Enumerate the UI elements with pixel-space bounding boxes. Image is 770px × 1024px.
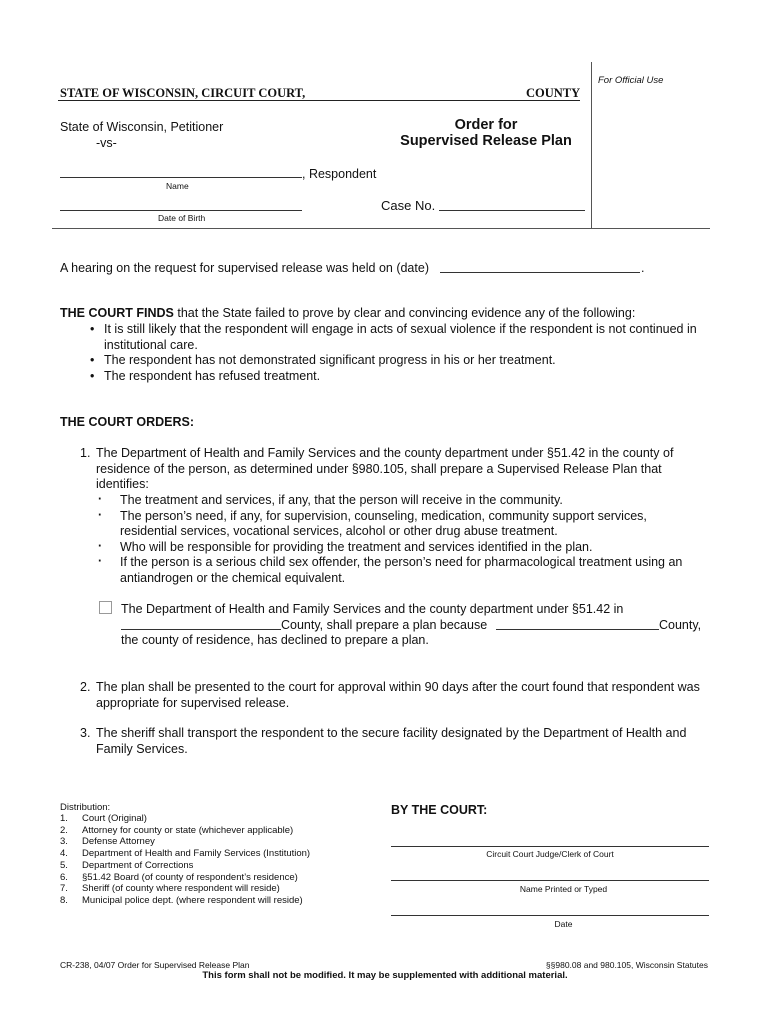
distribution-item	[60, 883, 360, 895]
case-number-field[interactable]	[439, 210, 585, 211]
finds-bullet-1: • It is still likely that the respondent will engage in acts of sexual violence if the respondent is not continued in institutional care.	[88, 322, 710, 353]
court-finds-paragraph	[60, 306, 710, 322]
order-item-1-text: The Department of Health and Family Services and the county department under §51.42 in the county of residence of the person, as determined under §980.105, shall prepare a Supervised Release Plan that identifies:	[96, 446, 674, 491]
date-of-birth-field[interactable]	[60, 210, 302, 211]
distribution-item	[60, 836, 360, 848]
form-title-line2: Supervised Release Plan	[400, 133, 572, 149]
finds-bullet-2: • The respondent has not demonstrated significant progress in his or her treatment.	[88, 353, 710, 369]
respondent-name-field[interactable]	[60, 177, 302, 178]
distribution-item	[60, 813, 360, 825]
petitioner-text: State of Wisconsin, Petitioner	[60, 120, 224, 134]
plan-requirement-4: · If the person is a serious child sex offender, the person’s need for pharmacological treatment using an antiandrogen or the chemical equivalent.	[96, 555, 696, 586]
distribution-item-number: 2.	[60, 824, 68, 836]
declined-county-text-line2: County, shall prepare a plan because	[281, 618, 488, 632]
vs-text: -vs-	[96, 136, 117, 150]
distribution-item	[60, 825, 360, 837]
distribution-item-text: Municipal police dept. (where respondent will reside)	[82, 894, 303, 906]
order-item-2	[80, 680, 710, 711]
footer-form-id: CR-238, 04/07 Order for Supervised Release Plan	[60, 960, 250, 970]
court-title-underline	[58, 100, 580, 101]
finds-bullet-3: • The respondent has refused treatment.	[88, 369, 710, 385]
order-item-1	[80, 446, 710, 493]
court-finds-lead: THE COURT FINDS	[60, 306, 174, 320]
distribution-item-text: Department of Corrections	[82, 859, 194, 871]
hearing-date-field[interactable]	[440, 272, 640, 273]
distribution-item-number: 5.	[60, 859, 68, 871]
order-item-3	[80, 726, 710, 757]
plan-requirement-1: · The treatment and services, if any, that the person will receive in the community.	[96, 493, 696, 509]
plan-requirement-3: · Who will be responsible for providing the treatment and services identified in the plan.	[96, 540, 696, 556]
distribution-item-text: Sheriff (of county where respondent will reside)	[82, 883, 280, 895]
distribution-item-text: §51.42 Board (of county of respondent’s residence)	[82, 871, 298, 883]
distribution-item-number: 7.	[60, 883, 68, 895]
judge-signature-field[interactable]	[391, 846, 709, 847]
declined-county-text-line1: The Department of Health and Family Services and the county department under §51.42 in	[121, 602, 624, 616]
distribution-list	[60, 813, 360, 907]
county-field-1[interactable]	[121, 629, 281, 630]
official-use-divider	[591, 62, 592, 229]
county-name-field[interactable]	[312, 87, 520, 100]
court-finds-list	[88, 322, 710, 384]
order-item-1-number: 1.	[80, 446, 91, 460]
distribution-item	[60, 860, 360, 872]
hearing-period: .	[641, 261, 645, 275]
declined-county-text-line3: the county of residence, has declined to prepare a plan.	[121, 633, 429, 647]
court-orders-heading: THE COURT ORDERS:	[60, 415, 195, 429]
distribution-item-number: 1.	[60, 813, 68, 824]
form-title-line1: Order for	[454, 117, 518, 133]
name-printed-caption: Name Printed or Typed	[519, 884, 608, 894]
county-field-2[interactable]	[496, 629, 659, 630]
order-item-2-number: 2.	[80, 680, 91, 694]
declined-county-checkbox[interactable]	[99, 601, 112, 614]
official-use-label: For Official Use	[598, 75, 664, 86]
date-of-birth-caption: Date of Birth	[158, 213, 206, 223]
judge-signature-caption: Circuit Court Judge/Clerk of Court	[486, 849, 614, 859]
signature-date-field[interactable]	[391, 915, 709, 916]
case-number-label: Case No.	[381, 198, 436, 213]
name-printed-field[interactable]	[391, 880, 709, 881]
footer-notice: This form shall not be modified. It may be supplemented with additional material.	[202, 970, 568, 981]
court-finds-text: that the State failed to prove by clear and convincing evidence any of the following:	[173, 306, 636, 320]
county-label: COUNTY	[526, 86, 581, 100]
distribution-item	[60, 848, 360, 860]
distribution-item-number: 4.	[60, 848, 68, 860]
declined-county-text-line2b: County,	[659, 618, 702, 632]
hearing-text: A hearing on the request for supervised release was held on (date)	[60, 261, 429, 275]
court-title: STATE OF WISCONSIN, CIRCUIT COURT,	[60, 86, 306, 100]
distribution-item-number: 8.	[60, 894, 68, 906]
footer-statutes: §§980.08 and 980.105, Wisconsin Statutes	[545, 960, 708, 970]
signature-date-caption: Date	[554, 919, 573, 929]
by-the-court-label: BY THE COURT:	[391, 803, 488, 817]
distribution-item-text: Court (Original)	[82, 813, 147, 824]
distribution-item-text: Department of Health and Family Services (Institution)	[82, 848, 311, 860]
distribution-item-text: Defense Attorney	[82, 836, 155, 848]
header-bottom-rule	[52, 228, 710, 229]
plan-requirement-2: · The person’s need, if any, for supervision, counseling, medication, community support services, residential services, vocational services, alcohol or other drug abuse treatment.	[96, 509, 696, 540]
distribution-item	[60, 895, 360, 907]
distribution-item-number: 3.	[60, 836, 68, 848]
plan-requirements-list	[96, 493, 696, 586]
order-item-3-text: The sheriff shall transport the respondent to the secure facility designated by the Department of Health and Family Services.	[96, 726, 687, 756]
distribution-item-text: Attorney for county or state (whichever applicable)	[82, 824, 294, 836]
distribution-item	[60, 872, 360, 884]
respondent-label: , Respondent	[302, 167, 377, 181]
distribution-title: Distribution:	[60, 802, 111, 813]
name-caption: Name	[166, 181, 189, 191]
order-item-3-number: 3.	[80, 726, 91, 740]
order-item-2-text: The plan shall be presented to the court for approval within 90 days after the court found that respondent was appropriate for supervised release.	[96, 680, 700, 710]
distribution-item-number: 6.	[60, 871, 68, 883]
